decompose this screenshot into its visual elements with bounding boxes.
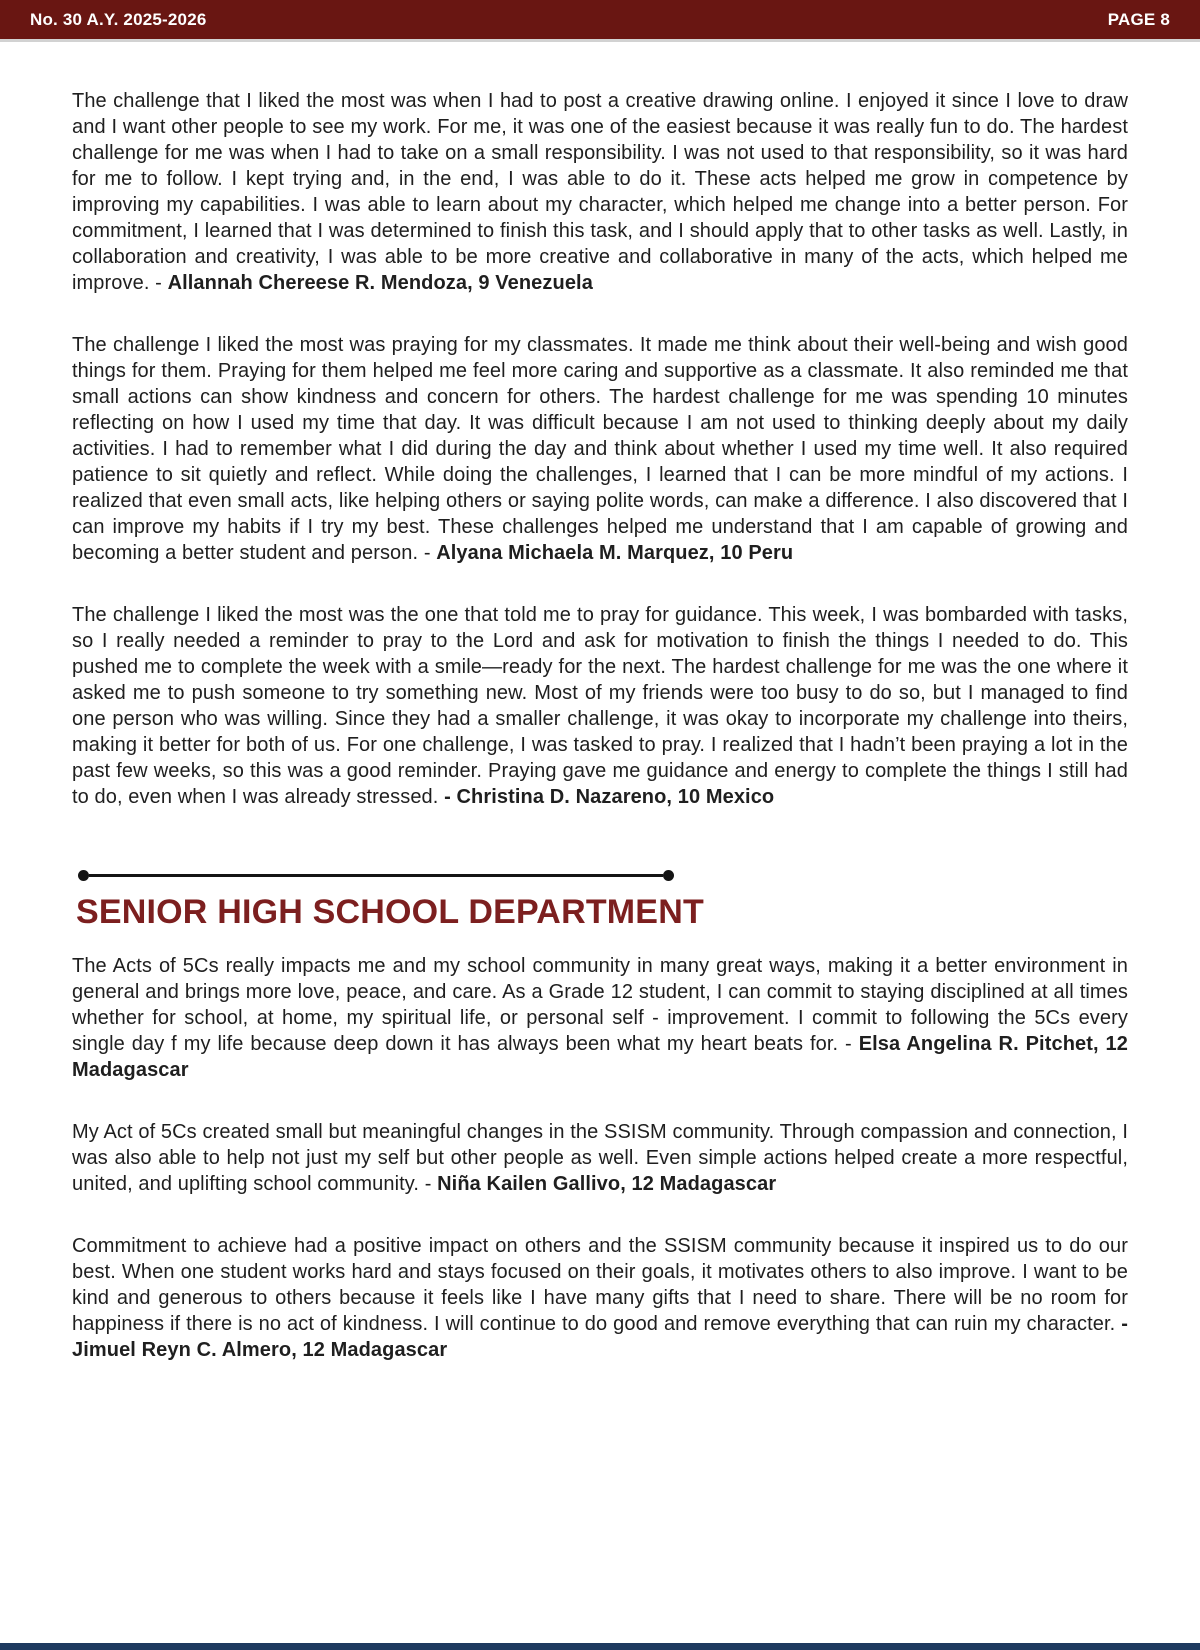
testimonial-paragraph [72, 88, 1128, 296]
divider-dot-right [663, 870, 674, 881]
page-number: PAGE 8 [1107, 9, 1170, 29]
testimonial-text: The challenge I liked the most was the one that told me to pray for guidance. This week, I was bombarded with tasks, so I really needed a reminder to pray to the Lord and ask for motivation to finish the things I needed to do. This pushed me to complete the week with a smile—ready for the next. The hardest challenge for me was the one where it asked me to push someone to try something new. Most of my friends were too busy to do so, but I managed to find one person who was willing. Since they had a smaller challenge, it was okay to incorporate my challenge into theirs, making it better for both of us. For one challenge, I was tasked to pray. I realized that I hadn’t been praying a lot in the past few weeks, so this was a good reminder. Praying gave me guidance and energy to complete the things I still had to do, even when I was already stressed. [72, 604, 1128, 808]
section-title: SENIOR HIGH SCHOOL DEPARTMENT [76, 893, 704, 931]
issue-label: No. 30 A.Y. 2025-2026 [30, 9, 207, 29]
testimonial-paragraph [72, 332, 1128, 566]
page-header [0, 0, 1200, 42]
testimonial-author: Allannah Chereese R. Mendoza, 9 Venezuela [167, 272, 593, 294]
footer-bar [0, 1643, 1200, 1650]
testimonial-paragraph [72, 953, 1128, 1083]
testimonial-text: The challenge that I liked the most was when I had to post a creative drawing online. I enjoyed it since I love to draw and I want other people to see my work. For me, it was one of the easiest because it was really fun to do. The hardest challenge for me was when I had to take on a small responsibility. I was not used to that responsibility, so it was hard for me to follow. I kept trying and, in the end, I was able to do it. These acts helped me grow in competence by improving my capabilities. I was able to learn about my character, which helped me change into a better person. For commitment, I learned that I was determined to finish this task, and I should apply that to other tasks as well. Lastly, in collaboration and creativity, I was able to be more creative and collaborative in many of the acts, which helped me improve. [72, 90, 1128, 294]
testimonial-text: Commitment to achieve had a positive impact on others and the SSISM community because it inspired us to do our best. When one student works hard and stays focused on their goals, it motivates others to also improve. I want to be kind and generous to others because it feels like I have many gifts that I need to share. There will be no room for happiness if there is no act of kindness. I will continue to do good and remove everything that can ruin my character. [72, 1235, 1128, 1335]
testimonial-separator: - [838, 1033, 859, 1055]
testimonial-separator: - [419, 1173, 438, 1195]
testimonial-author: Elsa Angelina R. Pitchet, 12 Madagascar [72, 1033, 1128, 1081]
testimonial-author: - Christina D. Nazareno, 10 Mexico [444, 786, 775, 808]
page-content [0, 42, 1200, 1363]
testimonial-text: The challenge I liked the most was praying for my classmates. It made me think about their well-being and wish good things for them. Praying for them helped me feel more caring and supportive as a classmate. It also reminded me that small actions can show kindness and concern for others. The hardest challenge for me was spending 10 minutes reflecting on how I used my time that day. It was difficult because I am not used to thinking deeply about my daily activities. I had to remember what I did during the day and think about whether I used my time well. It also required patience to sit quietly and reflect. While doing the challenges, I learned that I can be more mindful of my actions. I realized that even small acts, like helping others or saying polite words, can make a difference. I also discovered that I can improve my habits if I try my best. These challenges helped me understand that I am capable of growing and becoming a better student and person. [72, 334, 1128, 564]
testimonial-author: Alyana Michaela M. Marquez, 10 Peru [436, 542, 794, 564]
section-divider [78, 870, 674, 881]
testimonial-paragraph [72, 1119, 1128, 1197]
testimonial-text: My Act of 5Cs created small but meaningful changes in the SSISM community. Through compassion and connection, I was also able to help not just my self but other people as well. Even simple actions helped create a more respectful, united, and uplifting school community. [72, 1121, 1128, 1195]
testimonial-author: Niña Kailen Gallivo, 12 Madagascar [437, 1173, 777, 1195]
testimonial-author: - Jimuel Reyn C. Almero, 12 Madagascar [72, 1313, 1128, 1361]
testimonial-separator: - [418, 542, 437, 564]
divider-line [89, 874, 663, 877]
testimonial-text: The Acts of 5Cs really impacts me and my school community in many great ways, making it a better environment in general and brings more love, peace, and care. As a Grade 12 student, I can commit to staying disciplined at all times whether for school, at home, my spiritual life, or personal self - improvement. I commit to following the 5Cs every single day f my life because deep down it has always been what my heart beats for. [72, 955, 1128, 1055]
testimonial-separator: - [149, 272, 168, 294]
testimonial-paragraph [72, 1233, 1128, 1363]
divider-dot-left [78, 870, 89, 881]
testimonial-paragraph [72, 602, 1128, 810]
